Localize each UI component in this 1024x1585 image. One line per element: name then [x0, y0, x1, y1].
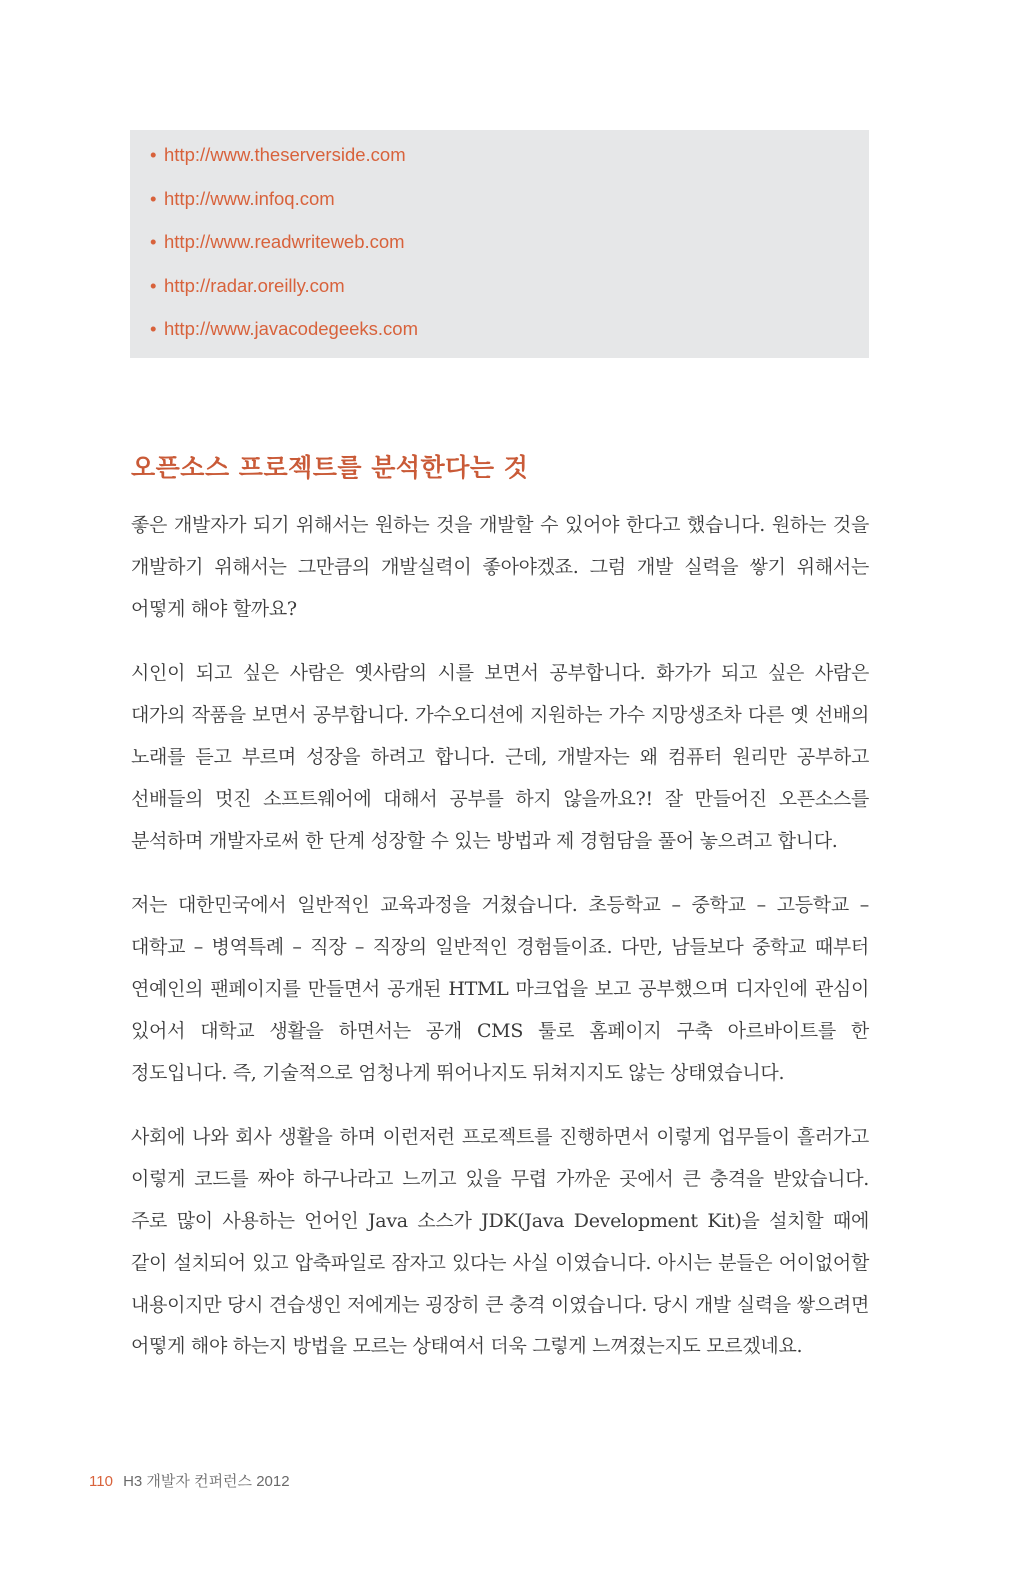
page-footer: [89, 1470, 290, 1491]
reference-links-list: [150, 142, 869, 360]
link-url[interactable]: http://www.javacodegeeks.com: [164, 318, 418, 339]
bullet-icon: •: [150, 231, 157, 252]
link-url[interactable]: http://www.theserverside.com: [164, 144, 406, 165]
reference-links-box: [130, 130, 869, 358]
page-number: 110: [89, 1473, 113, 1490]
link-item[interactable]: [150, 142, 869, 186]
bullet-icon: •: [150, 187, 157, 209]
link-url[interactable]: http://www.infoq.com: [164, 187, 335, 209]
link-url[interactable]: http://www.readwriteweb.com: [164, 231, 405, 252]
bullet-icon: •: [150, 274, 157, 296]
body-paragraph: 시인이 되고 싶은 사람은 옛사람의 시를 보면서 공부합니다. 화가가 되고 싶은 사람은 대가의 작품을 보면서 공부합니다. 가수오디션에 지원하는 가수 지망생조차 다른 옛 선배의 노래를 듣고 부르며 성장을 하려고 합니다. 근데, 개발자는 왜 컴퓨터 원리만 공부하고 선배들의 멋진 소프트웨어에 대해서 공부를 하지 않을까요?! 잘 만들어진 오픈소스를 분석하며 개발자로써 한 단계 성장할 수 있는 방법과 제 경험담을 풀어 놓으려고 합니다.: [131, 662, 869, 852]
link-item[interactable]: [150, 316, 869, 360]
body-paragraph: 좋은 개발자가 되기 위해서는 원하는 것을 개발할 수 있어야 한다고 했습니다. 원하는 것을 개발하기 위해서는 그만큼의 개발실력이 좋아야겠죠. 그럼 개발 실력을 쌓기 위해서는 어떻게 해야 할까요?: [131, 514, 869, 620]
link-item[interactable]: [150, 186, 869, 230]
bullet-icon: •: [150, 144, 157, 165]
link-item[interactable]: [150, 273, 869, 317]
link-item[interactable]: [150, 229, 869, 273]
bullet-icon: •: [150, 318, 157, 339]
running-title: H3 개발자 컨퍼런스 2012: [123, 1473, 290, 1490]
link-url[interactable]: http://radar.oreilly.com: [164, 274, 345, 296]
section-heading: 오픈소스 프로젝트를 분석한다는 것: [131, 453, 529, 482]
body-paragraph: 사회에 나와 회사 생활을 하며 이런저런 프로젝트를 진행하면서 이렇게 업무들이 흘러가고 이렇게 코드를 짜야 하구나라고 느끼고 있을 무렵 가까운 곳에서 큰 충격을 받았습니다. 주로 많이 사용하는 언어인 Java 소스가 JDK(Java Development Kit)을 설치할 때에 같이 설치되어 있고 압축파일로 잠자고 있다는 사실 이였습니다. 아시는 분들은 어이없어할 내용이지만 당시 견습생인 저에게는 굉장히 큰 충격 이였습니다. 당시 개발 실력을 쌓으려면 어떻게 해야 하는지 방법을 모르는 상태여서 더욱 그렇게 느껴졌는지도 모르겠네요.: [131, 1126, 869, 1358]
section-body: [131, 505, 869, 1391]
body-paragraph: 저는 대한민국에서 일반적인 교육과정을 거쳤습니다. 초등학교 – 중학교 – 고등학교 – 대학교 – 병역특례 – 직장 – 직장의 일반적인 경험들이죠. 다만, 남들보다 중학교 때부터 연예인의 팬페이지를 만들면서 공개된 HTML 마크업을 보고 공부했으며 디자인에 관심이 있어서 대학교 생활을 하면서는 공개 CMS 툴로 홈페이지 구축 아르바이트를 한 정도입니다. 즉, 기술적으로 엄청나게 뛰어나지도 뒤쳐지지도 않는 상태였습니다.: [131, 894, 869, 1084]
